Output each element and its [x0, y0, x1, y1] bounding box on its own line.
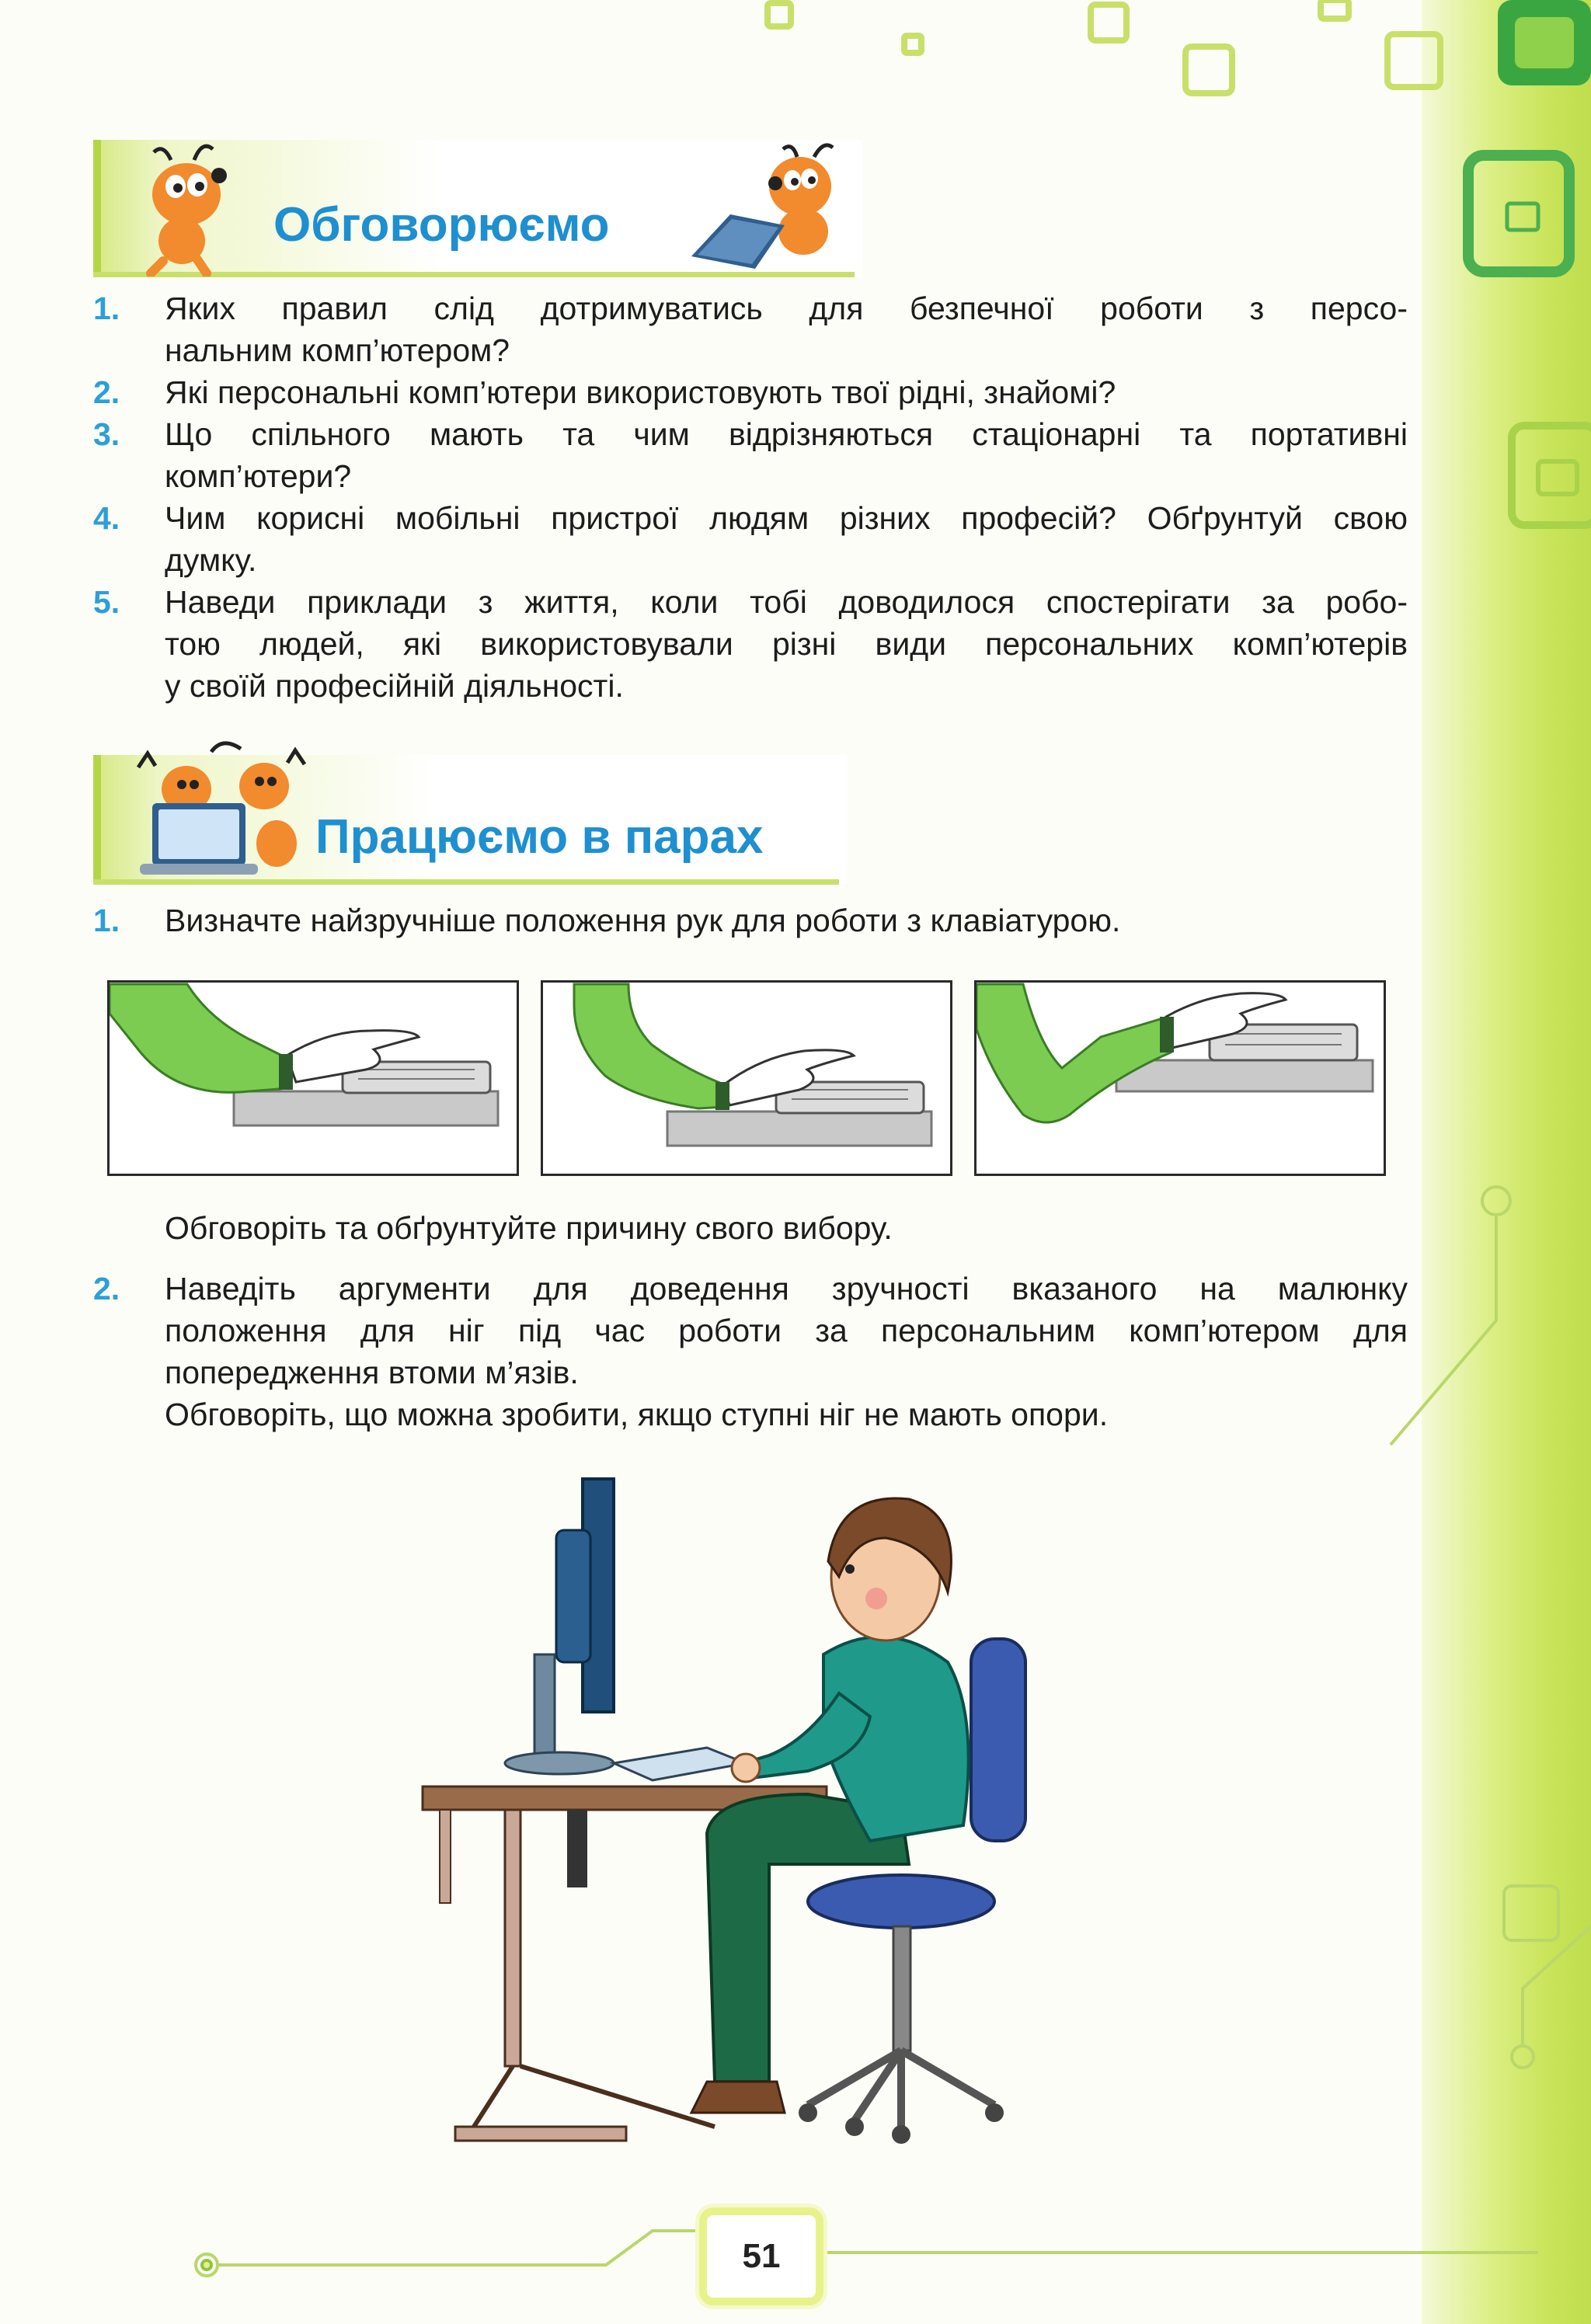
discuss-title: Обговорюємо: [273, 198, 610, 252]
list-item-text: положення для ніг під час роботи за персональним комп’ютером для: [165, 1313, 1408, 1348]
list-item: [93, 371, 1398, 413]
hand-position-figure-1[interactable]: [107, 980, 519, 1176]
boy-at-computer-illustration: [404, 1460, 1103, 2159]
list-item-text: Чим корисні мобільні пристрої людям різних професій? Обґрунтуй свою: [165, 500, 1408, 536]
list-item: [93, 1268, 1408, 1435]
list-item: [93, 287, 1408, 371]
list-item: [93, 581, 1408, 707]
list-item-text: думку.: [165, 542, 257, 578]
mascots-with-laptop-icon: [124, 735, 319, 882]
hand-on-keyboard-icon: [110, 983, 517, 1174]
list-item-number: 4.: [93, 500, 120, 536]
mascot-dog-icon: [117, 137, 241, 277]
task1-note: Обговоріть та обґрунтуйте причину свого вибору.: [165, 1210, 893, 1246]
list-item-text: Яких правил слід дотримуватись для безпечної роботи з персо-: [165, 290, 1408, 326]
list-item-text: комп’ютери?: [165, 458, 352, 494]
list-item-number: 2.: [93, 1271, 120, 1306]
hand-position-figure-3[interactable]: [974, 980, 1386, 1176]
list-item-text: у своїй професійній діяльності.: [165, 668, 624, 704]
list-item-text: тою людей, які використовували різні види персональних комп’ютерів: [165, 626, 1408, 662]
list-item-number: 3.: [93, 416, 120, 452]
hand-on-keyboard-icon: [543, 983, 950, 1174]
list-item-number: 1.: [93, 290, 120, 326]
mascot-dog-with-laptop-icon: [684, 140, 855, 272]
page-number: 51: [699, 2207, 823, 2305]
list-item-text: попередження втоми м’язів.: [165, 1355, 579, 1390]
list-item-text: Що спільного мають та чим відрізняються стаціонарні та портативні: [165, 416, 1408, 452]
list-item-text: нальним комп’ютером?: [165, 332, 510, 368]
list-item: [93, 899, 1398, 941]
pairs-title: Працюємо в парах: [315, 810, 764, 864]
list-item-text: Обговоріть, що можна зробити, якщо ступні ніг не мають опори.: [165, 1397, 1109, 1432]
list-item-number: 2.: [93, 374, 120, 410]
list-item: [93, 497, 1408, 581]
hand-position-figure-2[interactable]: [541, 980, 952, 1176]
list-item-text: Наведи приклади з життя, коли тобі доводилося спостерігати за робо-: [165, 584, 1408, 620]
list-item-number: 1.: [93, 903, 120, 938]
list-item-number: 5.: [93, 584, 120, 620]
hand-on-keyboard-icon: [977, 983, 1384, 1174]
list-item-text: Наведіть аргументи для доведення зручності вказаного на малюнку: [165, 1271, 1408, 1306]
list-item: [93, 413, 1408, 497]
list-item-text: Визначте найзручніше положення рук для роботи з клавіатурою.: [165, 903, 1121, 938]
list-item-text: Які персональні комп’ютери використовують твої рідні, знайомі?: [165, 374, 1116, 410]
